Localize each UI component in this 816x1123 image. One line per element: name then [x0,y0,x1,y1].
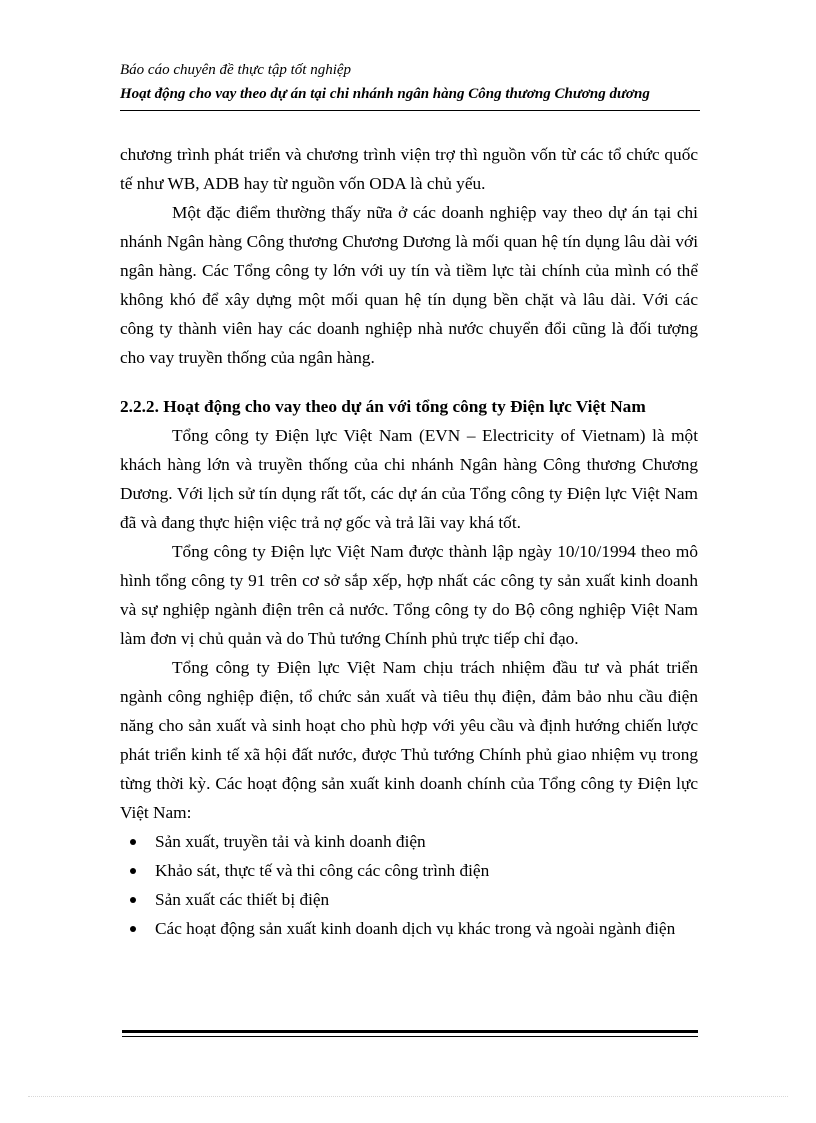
paragraph-evn-responsibilities: Tổng công ty Điện lực Việt Nam chịu trách nhiệm đầu tư và phát triển ngành công nghiệp điện, tổ chức sản xuất và tiêu thụ điện, đảm bảo nhu cầu điện năng cho sản xuất và sinh hoạt cho phù hợp với yêu cầu và định hướng chiến lược phát triển kinh tế xã hội đất nước, được Thủ tướng Chính phủ giao nhiệm vụ trong từng thời kỳ. Các hoạt động sản xuất kinh doanh chính của Tổng công ty Điện lực Việt Nam: [120,658,698,822]
page-edge-divider [28,1096,788,1097]
list-item-text: Sản xuất các thiết bị điện [155,890,330,909]
document-body [120,140,698,943]
page-header [120,58,700,106]
list-item-text: Khảo sát, thực tế và thi công các công trình điện [155,861,490,880]
paragraph-credit-relations: Một đặc điểm thường thấy nữa ở các doanh nghiệp vay theo dự án tại chi nhánh Ngân hàng Công thương Chương Dương là mối quan hệ tín dụng lâu dài với ngân hàng. Các Tổng công ty lớn với uy tín và tiềm lực tài chính của mình có thể không khó để xây dựng một mối quan hệ tín dụng bền chặt và lâu dài. Với các công ty thành viên hay các doanh nghiệp nhà nước chuyển đổi cũng là đối tượng cho vay truyền thống của ngân hàng. [120,203,698,367]
section-heading: 2.2.2. Hoạt động cho vay theo dự án với tổng công ty Điện lực Việt Nam [120,397,646,416]
report-type-title: Báo cáo chuyên đề thực tập tốt nghiệp [120,62,352,78]
bullet-icon [130,897,136,903]
footer-rule-thick [122,1030,698,1033]
list-item [120,885,698,914]
header-rule [120,110,700,111]
report-topic-title: Hoạt động cho vay theo dự án tại chi nhánh ngân hàng Công thương Chương dương [120,86,650,102]
paragraph-evn-customer: Tổng công ty Điện lực Việt Nam (EVN – Electricity of Vietnam) là một khách hàng lớn và truyền thống của chi nhánh Ngân hàng Công thương Chương Dương. Với lịch sử tín dụng rất tốt, các dự án của Tổng công ty Điện lực Việt Nam đã và đang thực hiện việc trả nợ gốc và trả lãi vay khá tốt. [120,426,698,532]
list-item [120,914,698,943]
list-item-text: Sản xuất, truyền tải và kinh doanh điện [155,832,426,851]
paragraph-evn-founding: Tổng công ty Điện lực Việt Nam được thành lập ngày 10/10/1994 theo mô hình tổng công ty 91 trên cơ sở sắp xếp, hợp nhất các công ty sản xuất kinh doanh và sự nghiệp ngành điện trên cả nước. Tổng công ty do Bộ công nghiệp Việt Nam làm đơn vị chủ quản và do Thủ tướng Chính phủ trực tiếp chỉ đạo. [120,542,698,648]
footer-rule-thin [122,1036,698,1037]
list-item-text: Các hoạt động sản xuất kinh doanh dịch vụ khác trong và ngoài ngành điện [155,919,676,938]
activities-list [120,827,698,943]
bullet-icon [130,926,136,932]
list-item [120,827,698,856]
list-item [120,856,698,885]
bullet-icon [130,868,136,874]
paragraph-continuation: chương trình phát triển và chương trình viện trợ thì nguồn vốn từ các tổ chức quốc tế như WB, ADB hay từ nguồn vốn ODA là chủ yếu. [120,145,698,193]
bullet-icon [130,839,136,845]
